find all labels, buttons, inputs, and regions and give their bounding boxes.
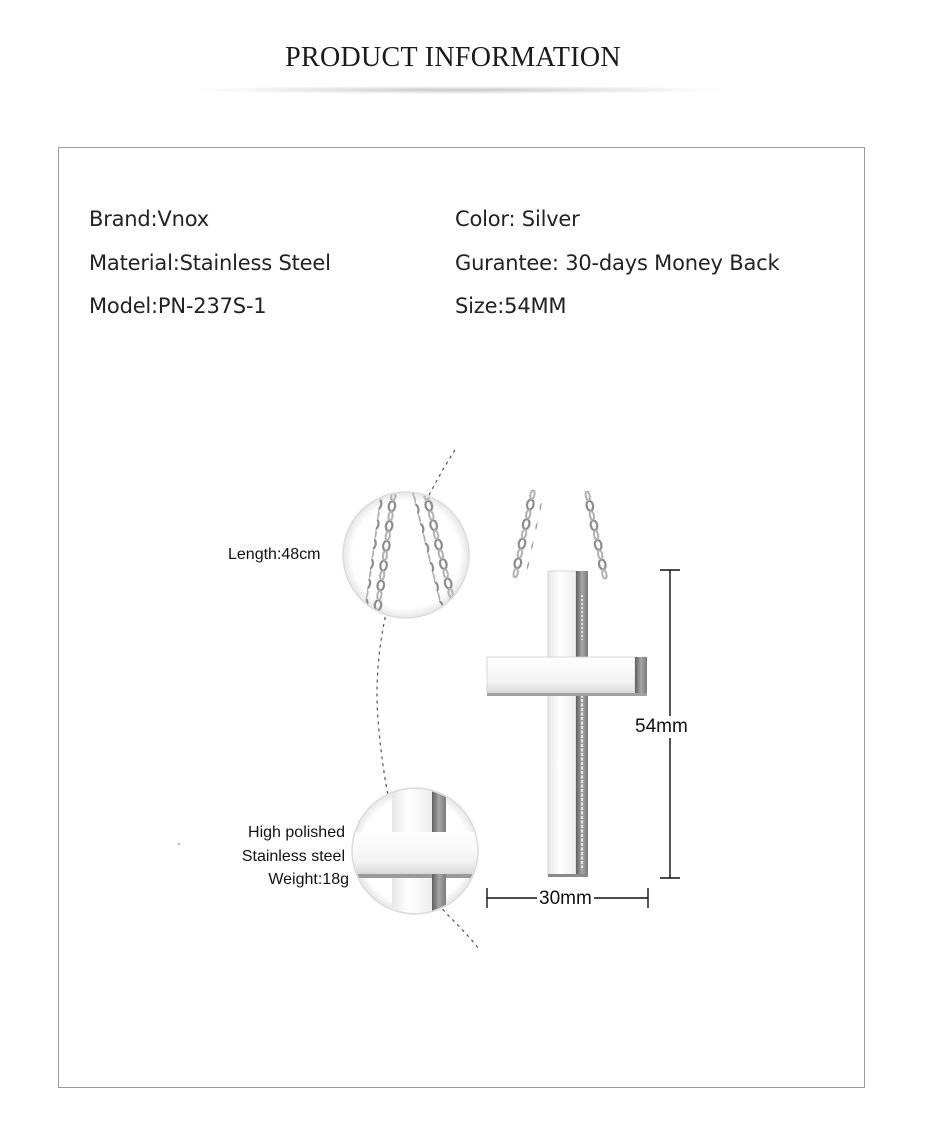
length-label: Length:48cm	[228, 546, 321, 563]
title-underline-shadow	[195, 86, 725, 94]
width-dimension-label: 30mm	[539, 888, 592, 909]
spec-material: Material:Stainless Steel	[89, 251, 331, 275]
spec-guarantee: Gurantee: 30-days Money Back	[455, 251, 780, 275]
product-info-panel	[58, 147, 865, 1088]
spec-brand: Brand:Vnox	[89, 207, 209, 231]
height-dimension-label: 54mm	[635, 716, 688, 737]
spec-size: Size:54MM	[455, 294, 567, 318]
spec-model: Model:PN-237S-1	[89, 294, 267, 318]
finish-label-line1: High polished	[248, 824, 345, 841]
weight-label: Weight:18g	[268, 871, 349, 888]
spec-color: Color: Silver	[455, 207, 580, 231]
page-title: PRODUCT INFORMATION	[285, 42, 621, 73]
finish-label-line2: Stainless steel	[241, 848, 345, 865]
